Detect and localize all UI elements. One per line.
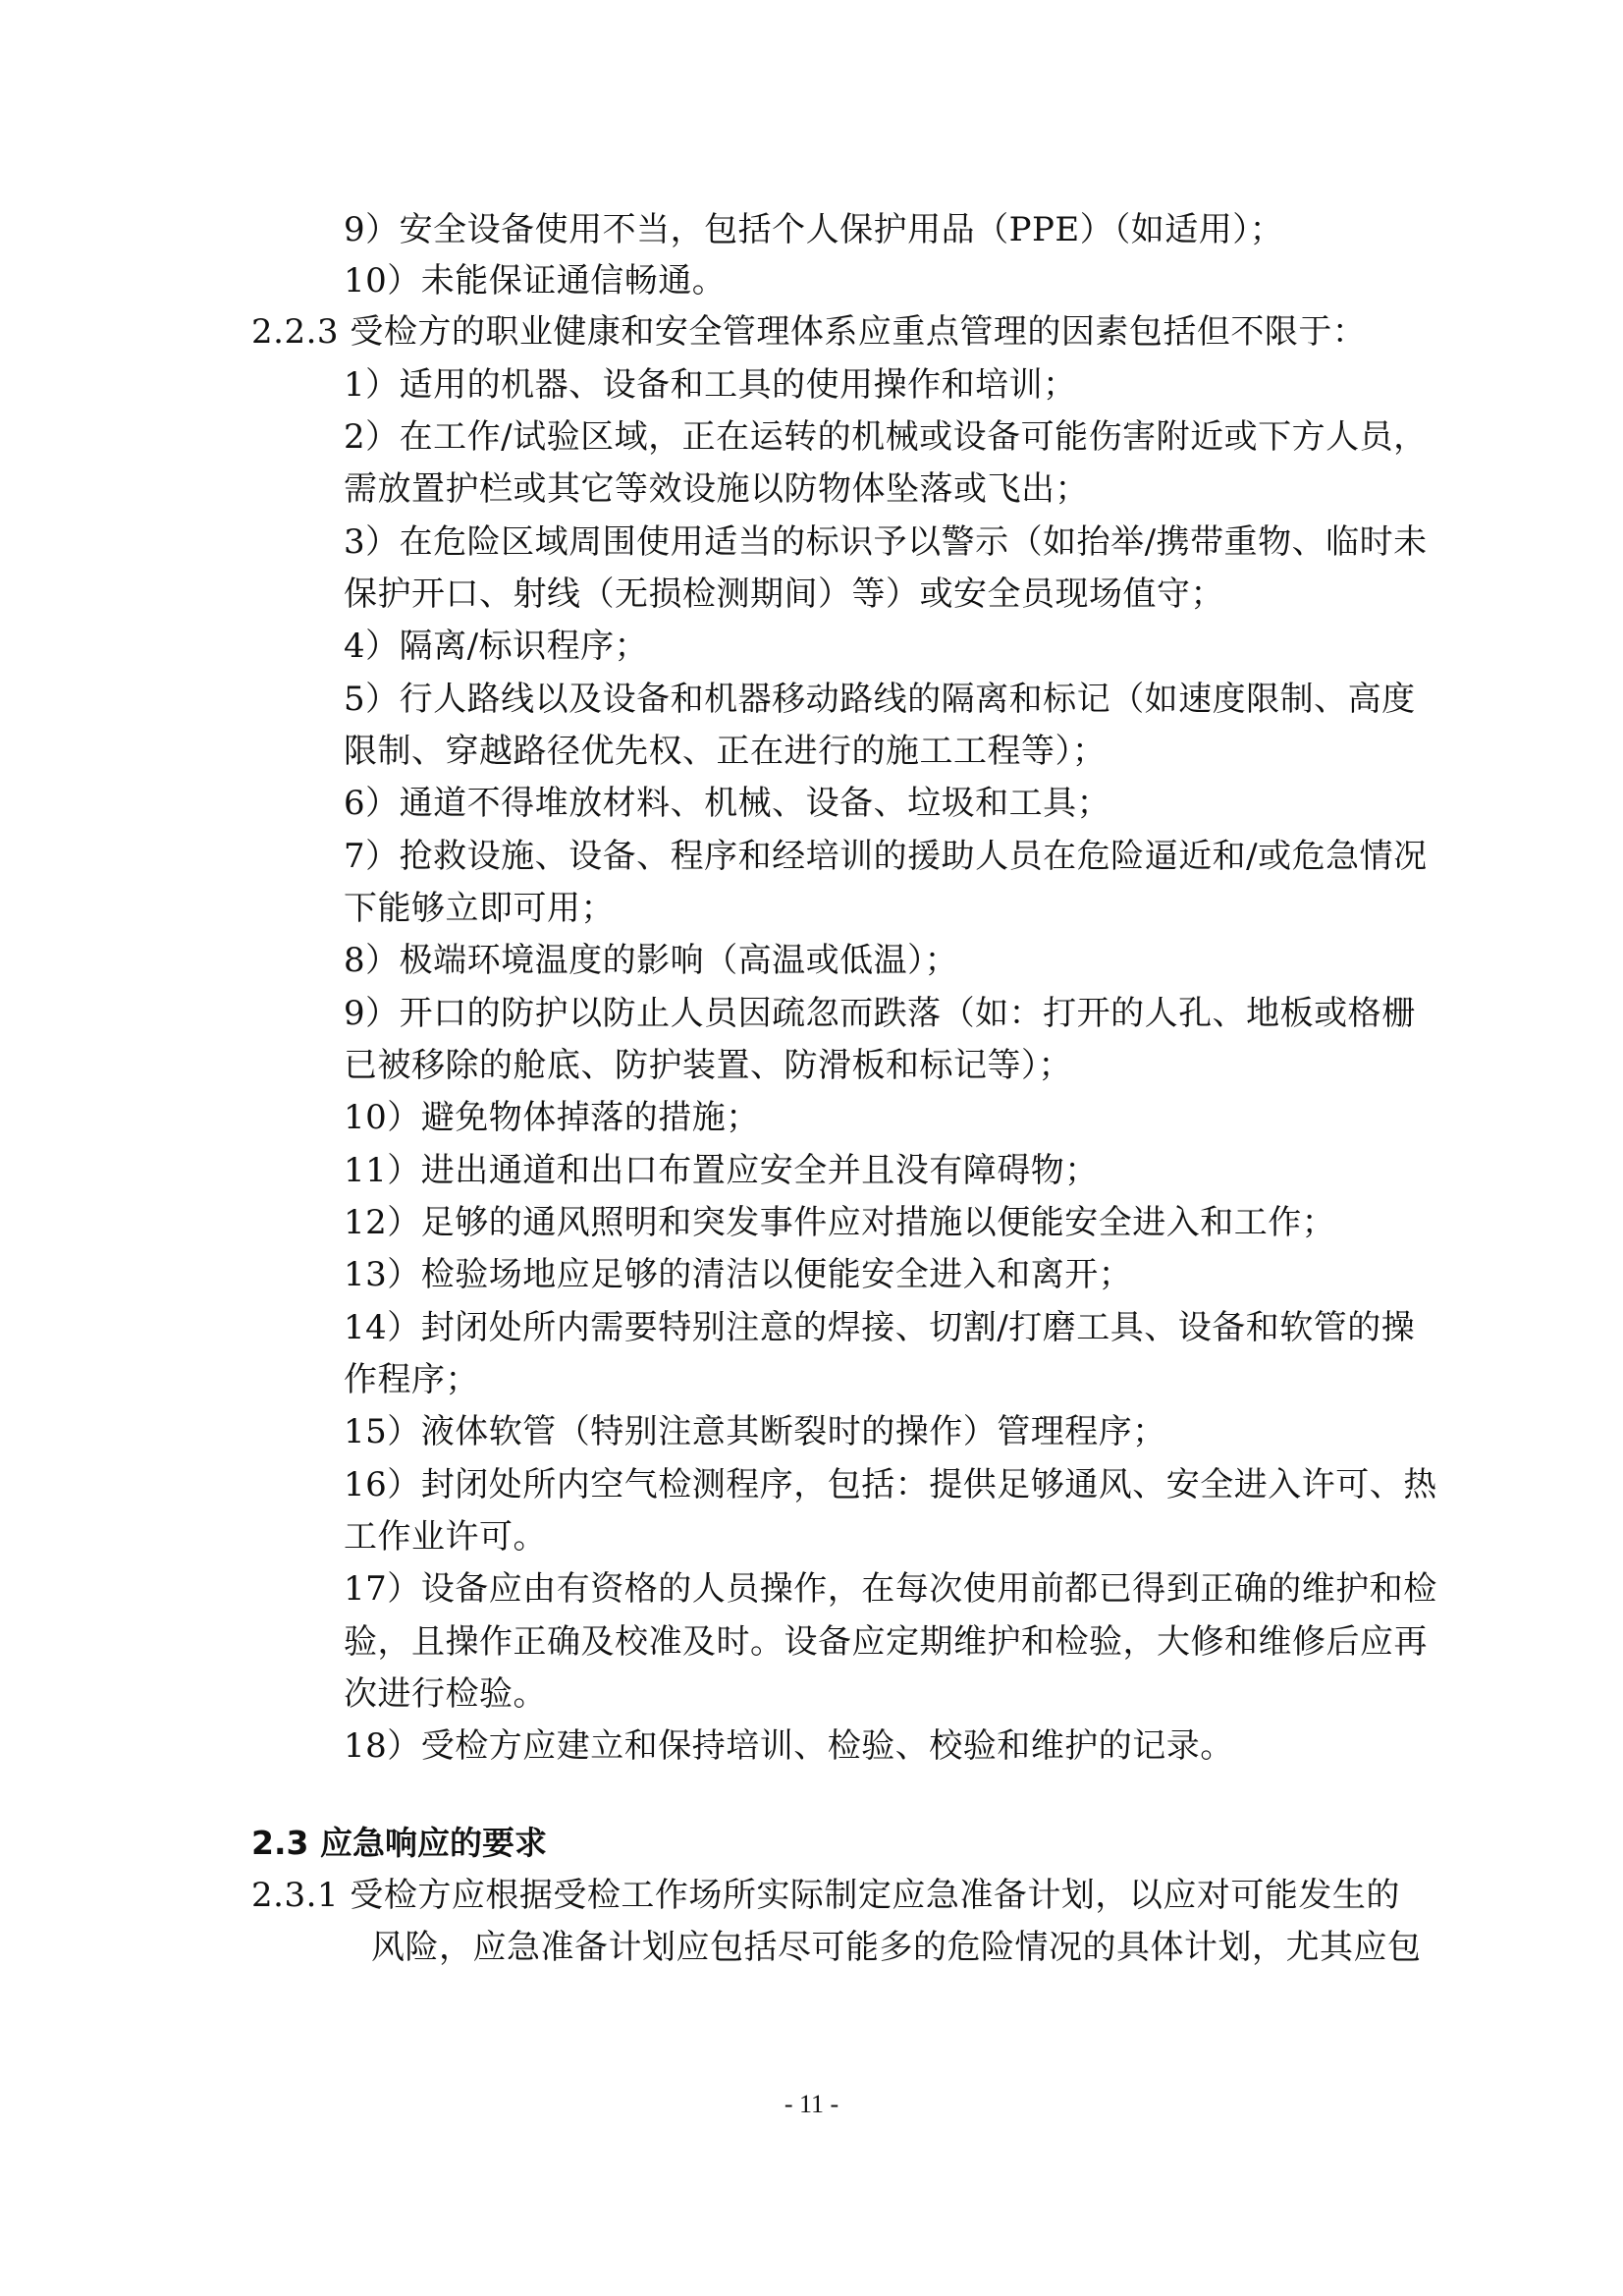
- list-item: 18）受检方应建立和保持培训、检验、校验和维护的记录。: [344, 1726, 1234, 1766]
- list-item-continuation: 已被移除的舱底、防护装置、防滑板和标记等）；: [344, 1046, 1072, 1085]
- list-item: 5）行人路线以及设备和机器移动路线的隔离和标记（如速度限制、高度: [344, 680, 1416, 719]
- list-item: 11）进出通道和出口布置应安全并且没有障碍物；: [344, 1151, 1099, 1190]
- item-10-communication: 10）未能保证通信畅通。: [344, 261, 727, 301]
- list-item: 13）检验场地应足够的清洁以便能安全进入和离开；: [344, 1255, 1133, 1294]
- list-item: 16）封闭处所内空气检测程序，包括：提供足够通风、安全进入许可、热: [344, 1465, 1437, 1504]
- list-item-continuation: 工作业许可。: [344, 1517, 547, 1557]
- list-item-continuation: 作程序；: [344, 1360, 479, 1399]
- list-item: 2）在工作/试验区域，正在运转的机械或设备可能伤害附近或下方人员，: [344, 417, 1428, 457]
- list-item: 6）通道不得堆放材料、机械、设备、垃圾和工具；: [344, 784, 1111, 823]
- list-item-continuation: 限制、穿越路径优先权、正在进行的施工工程等）；: [344, 732, 1107, 771]
- list-item: 12）足够的通风照明和突发事件应对措施以便能安全进入和工作；: [344, 1203, 1336, 1242]
- clause-2-2-3: 2.2.3 受检方的职业健康和安全管理体系应重点管理的因素包括但不限于：: [251, 312, 1367, 352]
- list-item: 3）在危险区域周围使用适当的标识予以警示（如抬举/携带重物、临时未: [344, 522, 1428, 562]
- list-item: 17）设备应由有资格的人员操作，在每次使用前都已得到正确的维护和检: [344, 1569, 1437, 1609]
- list-item-continuation: 保护开口、射线（无损检测期间）等）或安全员现场值守；: [344, 574, 1224, 614]
- list-item: 14）封闭处所内需要特别注意的焊接、切割/打磨工具、设备和软管的操: [344, 1308, 1416, 1347]
- list-item: 9）开口的防护以防止人员因疏忽而跌落（如：打开的人孔、地板或格栅: [344, 994, 1416, 1033]
- list-item: 1）适用的机器、设备和工具的使用操作和培训；: [344, 365, 1077, 405]
- list-item-continuation: 下能够立即可用；: [344, 889, 615, 928]
- list-item-continuation: 需放置护栏或其它等效设施以防物体坠落或飞出；: [344, 469, 1089, 509]
- clause-2-3-1: 2.3.1 受检方应根据受检工作场所实际制定应急准备计划，以应对可能发生的: [251, 1876, 1400, 1915]
- list-item: 7）抢救设施、设备、程序和经培训的援助人员在危险逼近和/或危急情况: [344, 837, 1428, 876]
- list-item: 15）液体软管（特别注意其断裂时的操作）管理程序；: [344, 1412, 1166, 1451]
- page-number: - 11 -: [784, 2090, 839, 2118]
- list-item-continuation: 验，且操作正确及校准及时。设备应定期维护和检验，大修和维修后应再: [344, 1622, 1428, 1662]
- list-item: 8）极端环境温度的影响（高温或低温）；: [344, 941, 959, 980]
- list-item: 10）避免物体掉落的措施；: [344, 1098, 760, 1137]
- list-item-continuation: 次进行检验。: [344, 1674, 547, 1714]
- section-heading-2-3: 2.3 应急响应的要求: [251, 1824, 547, 1862]
- item-9-ppe: 9）安全设备使用不当，包括个人保护用品（PPE）（如适用）；: [344, 210, 1284, 249]
- clause-2-3-1-continuation: 风险，应急准备计划应包括尽可能多的危险情况的具体计划，尤其应包: [371, 1928, 1422, 1967]
- list-item: 4）隔离/标识程序；: [344, 627, 649, 666]
